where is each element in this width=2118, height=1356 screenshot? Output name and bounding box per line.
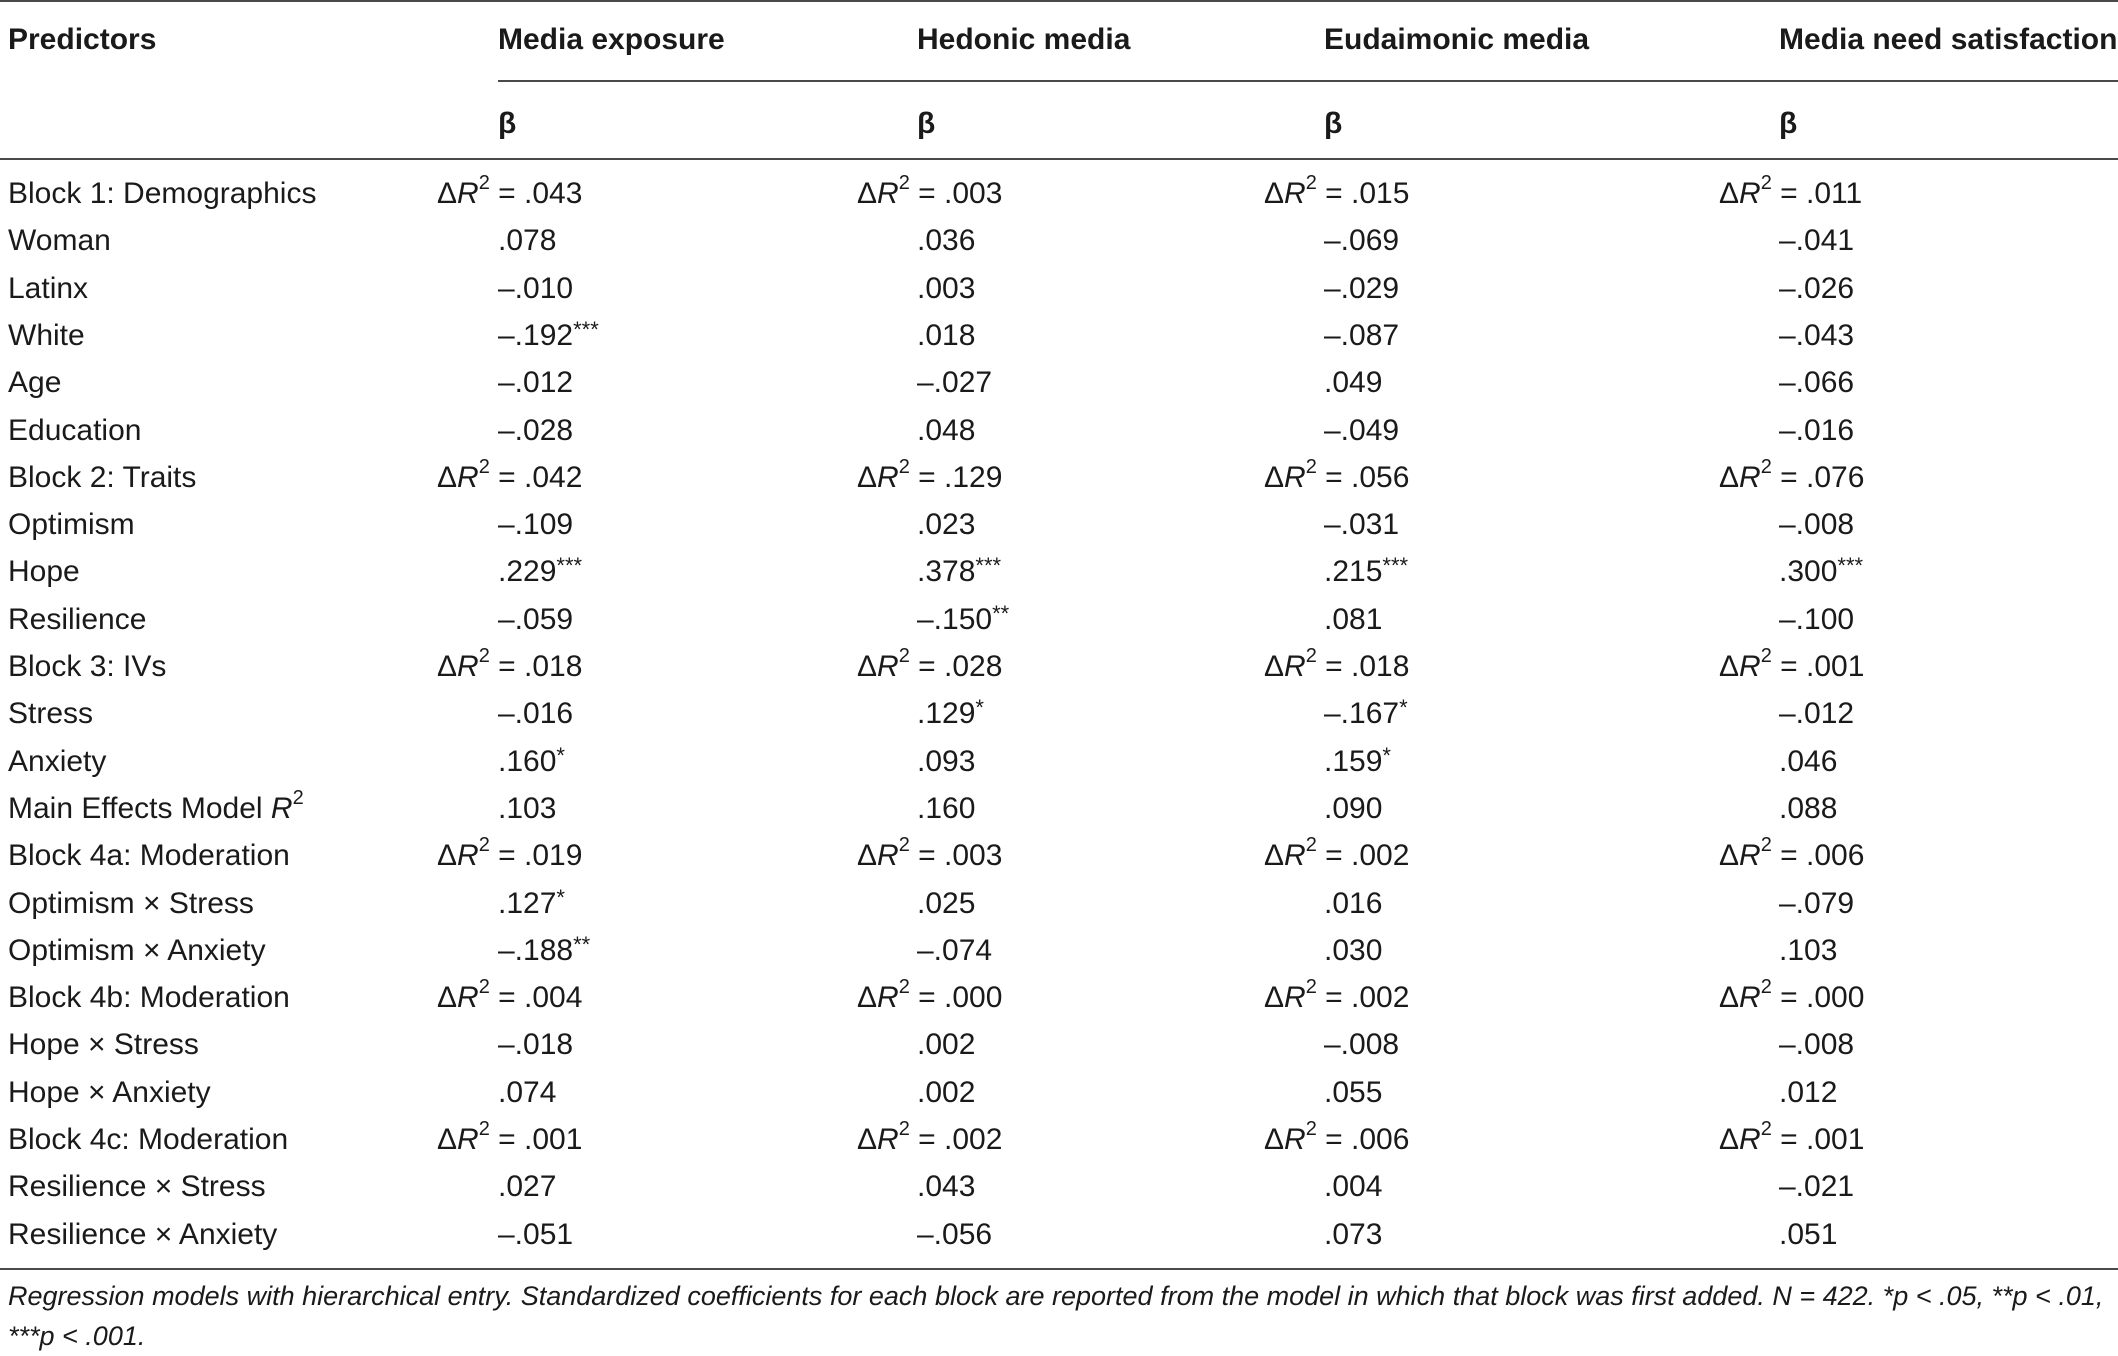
row-label: Resilience × Anxiety <box>8 1218 278 1251</box>
delta-r2-value: $\Delta R^2 = .019$ <box>437 834 583 872</box>
coefficient-value: –.008 <box>1779 508 1855 541</box>
coefficient-value: –.021 <box>1779 1170 1855 1203</box>
row-label: Education <box>8 414 142 447</box>
coefficient-value: .046 <box>1779 745 1838 778</box>
row-label: Resilience × Stress <box>8 1170 266 1203</box>
coefficient-value: –.028 <box>498 414 574 447</box>
coefficient-value: .103 <box>1779 934 1838 967</box>
row-label: Main Effects Model $R^2$ <box>8 787 304 825</box>
row-label: Resilience <box>8 603 147 636</box>
coefficient-value: .127* <box>498 885 565 920</box>
block-label: Block 4b: Moderation <box>8 981 290 1014</box>
header-subrule <box>498 80 2118 82</box>
coefficient-value: .018 <box>917 319 976 352</box>
row-label: Hope × Stress <box>8 1028 199 1061</box>
coefficient-value: .300*** <box>1779 553 1864 588</box>
coefficient-value: .378*** <box>917 553 1002 588</box>
body-bottom-rule <box>0 1268 2118 1270</box>
coefficient-value: .160* <box>498 743 565 778</box>
column-header-predictors: Predictors <box>8 23 157 56</box>
block-label: Block 1: Demographics <box>8 177 317 210</box>
coefficient-value: .002 <box>917 1028 976 1061</box>
delta-r2-value: $\Delta R^2 = .001$ <box>1719 1118 1865 1156</box>
coefficient-value: .003 <box>917 272 976 305</box>
coefficient-value: –.100 <box>1779 603 1855 636</box>
delta-r2-value: $\Delta R^2 = .056$ <box>1264 456 1410 494</box>
column-header-eudaimonic-media: Eudaimonic media <box>1324 23 1590 56</box>
coefficient-value: –.043 <box>1779 319 1855 352</box>
coefficient-value: –.008 <box>1324 1028 1400 1061</box>
table-footnote: Regression models with hierarchical entry. Standardized coefficients for each block are reported from the model in which that block was first added. N = 422. *p < .05, **p < .01, ***p < .001. <box>8 1281 2104 1351</box>
delta-r2-value: $\Delta R^2 = .006$ <box>1264 1118 1410 1156</box>
coefficient-value: –.150** <box>917 601 1010 636</box>
top-rule <box>0 0 2118 2</box>
coefficient-value: .027 <box>498 1170 557 1203</box>
delta-r2-value: $\Delta R^2 = .000$ <box>857 976 1003 1014</box>
coefficient-value: .023 <box>917 508 976 541</box>
coefficient-value: –.167* <box>1324 695 1408 730</box>
delta-r2-value: $\Delta R^2 = .042$ <box>437 456 583 494</box>
coefficient-value: .229*** <box>498 553 583 588</box>
coefficient-value: –.027 <box>917 366 993 399</box>
delta-r2-value: $\Delta R^2 = .001$ <box>1719 645 1865 683</box>
delta-r2-value: $\Delta R^2 = .076$ <box>1719 456 1865 494</box>
column-header-media-need-satisfaction: Media need satisfaction <box>1779 23 2118 56</box>
coefficient-value: –.012 <box>498 366 574 399</box>
coefficient-value: –.192*** <box>498 317 599 352</box>
delta-r2-value: $\Delta R^2 = .000$ <box>1719 976 1865 1014</box>
coefficient-value: .004 <box>1324 1170 1383 1203</box>
coefficient-value: .160 <box>917 792 976 825</box>
beta-label: β <box>917 107 936 140</box>
coefficient-value: –.051 <box>498 1218 574 1251</box>
coefficient-value: –.087 <box>1324 319 1400 352</box>
coefficient-value: –.049 <box>1324 414 1400 447</box>
coefficient-value: –.016 <box>498 697 574 730</box>
delta-r2-value: $\Delta R^2 = .129$ <box>857 456 1003 494</box>
coefficient-value: .088 <box>1779 792 1838 825</box>
delta-r2-value: $\Delta R^2 = .028$ <box>857 645 1003 683</box>
row-label: Latinx <box>8 272 89 305</box>
coefficient-value: .215*** <box>1324 553 1409 588</box>
beta-label: β <box>1324 107 1343 140</box>
column-header-media-exposure: Media exposure <box>498 23 725 56</box>
coefficient-value: –.069 <box>1324 224 1400 257</box>
coefficient-value: .048 <box>917 414 976 447</box>
coefficient-value: –.074 <box>917 934 993 967</box>
block-label: Block 4a: Moderation <box>8 839 290 872</box>
delta-r2-value: $\Delta R^2 = .002$ <box>1264 834 1410 872</box>
row-label: Age <box>8 366 62 399</box>
row-label: Hope <box>8 555 80 588</box>
coefficient-value: .055 <box>1324 1076 1383 1109</box>
coefficient-value: .090 <box>1324 792 1383 825</box>
delta-r2-value: $\Delta R^2 = .001$ <box>437 1118 583 1156</box>
coefficient-value: .043 <box>917 1170 976 1203</box>
coefficient-value: –.018 <box>498 1028 574 1061</box>
coefficient-value: –.041 <box>1779 224 1855 257</box>
coefficient-value: –.066 <box>1779 366 1855 399</box>
column-header-hedonic-media: Hedonic media <box>917 23 1131 56</box>
coefficient-value: –.031 <box>1324 508 1400 541</box>
coefficient-value: .159* <box>1324 743 1391 778</box>
block-label: Block 2: Traits <box>8 461 197 494</box>
coefficient-value: –.059 <box>498 603 574 636</box>
coefficient-value: –.079 <box>1779 887 1855 920</box>
coefficient-value: .081 <box>1324 603 1383 636</box>
coefficient-value: .049 <box>1324 366 1383 399</box>
row-label: Woman <box>8 224 111 257</box>
coefficient-value: –.008 <box>1779 1028 1855 1061</box>
header-bottom-rule <box>0 158 2118 160</box>
coefficient-value: –.026 <box>1779 272 1855 305</box>
block-label: Block 3: IVs <box>8 650 167 683</box>
coefficient-value: –.016 <box>1779 414 1855 447</box>
delta-r2-value: $\Delta R^2 = .003$ <box>857 834 1003 872</box>
delta-r2-value: $\Delta R^2 = .003$ <box>857 172 1003 210</box>
coefficient-value: .103 <box>498 792 557 825</box>
block-label: Block 4c: Moderation <box>8 1123 289 1156</box>
coefficient-value: –.188** <box>498 932 591 967</box>
coefficient-value: –.010 <box>498 272 574 305</box>
delta-r2-value: $\Delta R^2 = .002$ <box>1264 976 1410 1014</box>
delta-r2-value: $\Delta R^2 = .004$ <box>437 976 583 1014</box>
row-label: Optimism × Anxiety <box>8 934 266 967</box>
beta-label: β <box>498 107 517 140</box>
coefficient-value: .129* <box>917 695 984 730</box>
delta-r2-value: $\Delta R^2 = .043$ <box>437 172 583 210</box>
coefficient-value: .016 <box>1324 887 1383 920</box>
coefficient-value: .078 <box>498 224 557 257</box>
delta-r2-value: $\Delta R^2 = .002$ <box>857 1118 1003 1156</box>
coefficient-value: .073 <box>1324 1218 1383 1251</box>
delta-r2-value: $\Delta R^2 = .011$ <box>1719 172 1863 210</box>
coefficient-value: .025 <box>917 887 976 920</box>
row-label: Stress <box>8 697 94 730</box>
coefficient-value: .036 <box>917 224 976 257</box>
row-label: Anxiety <box>8 745 107 778</box>
beta-label: β <box>1779 107 1798 140</box>
coefficient-value: .012 <box>1779 1076 1838 1109</box>
delta-r2-value: $\Delta R^2 = .015$ <box>1264 172 1410 210</box>
row-label: White <box>8 319 85 352</box>
row-label: Optimism <box>8 508 135 541</box>
coefficient-value: .093 <box>917 745 976 778</box>
coefficient-value: .030 <box>1324 934 1383 967</box>
coefficient-value: –.056 <box>917 1218 993 1251</box>
coefficient-value: –.109 <box>498 508 574 541</box>
row-label: Hope × Anxiety <box>8 1076 211 1109</box>
coefficient-value: .002 <box>917 1076 976 1109</box>
coefficient-value: –.012 <box>1779 697 1855 730</box>
coefficient-value: .051 <box>1779 1218 1838 1251</box>
row-label: Optimism × Stress <box>8 887 254 920</box>
delta-r2-value: $\Delta R^2 = .018$ <box>437 645 583 683</box>
coefficient-value: –.029 <box>1324 272 1400 305</box>
delta-r2-value: $\Delta R^2 = .006$ <box>1719 834 1865 872</box>
coefficient-value: .074 <box>498 1076 557 1109</box>
delta-r2-value: $\Delta R^2 = .018$ <box>1264 645 1410 683</box>
